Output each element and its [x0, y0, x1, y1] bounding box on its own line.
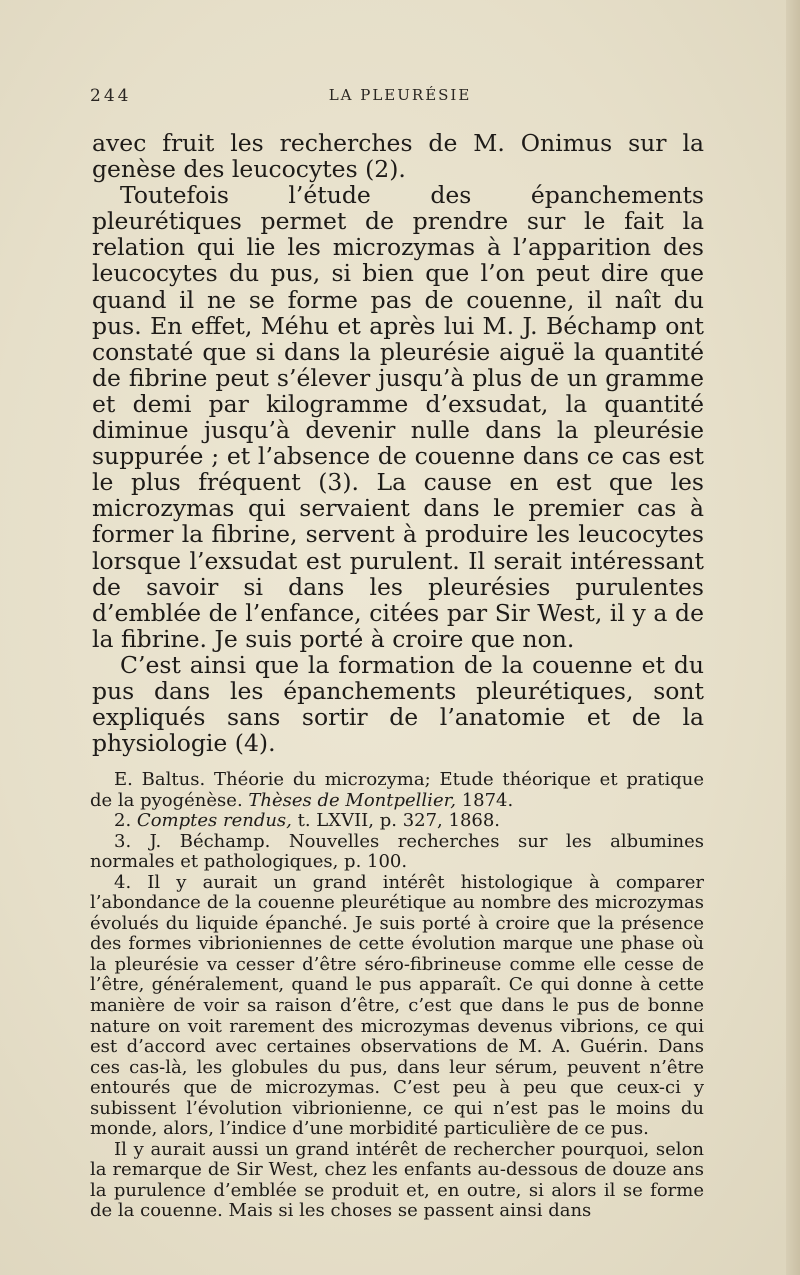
footnote-4: 4. Il y aurait un grand intérêt histologique à comparer l’abondance de la couenne pleurétique au nombre des microzymas évolués du liquide épanché. Je suis porté à croire que la présence des formes vibrioniennes de cette évolution marque une phase où la pleurésie va cesser d’être séro-fibrineuse comme elle cesse de l’être, généralement, quand le pus apparaît. Ce qui donne à cette manière de voir sa raison d’être, c’est que dans le pus de bonne nature on voit rarement des microzymas devenus vibrions, ce qui est d’accord avec certaines observations de M. A. Guérin. Dans ces cas-là, les globules du pus, dans leur sérum, peuvent n’être entourés que de microzymas. C’est peu à peu que ceux-ci y subissent l’évolution vibrionienne, ce qui n’est pas le moins du monde, alors, l’indice d’une morbidité particulière de ce pus. [90, 871, 704, 1140]
page-edge-shadow [786, 0, 800, 1275]
footnote-3: 3. J. Béchamp. Nouvelles recherches sur les albumines normales et pathologiques, p. 100. [90, 830, 704, 873]
footnote-1-end: 1874. [461, 789, 514, 811]
footnote-4-continued: Il y aurait aussi un grand intérêt de rechercher pourquoi, selon la remarque de Sir West, chez les enfants au-dessous de douze ans la purulence d’emblée se produit et, en outre, si alors il se forme de la couenne. Mais si les choses se passent ainsi dans [90, 1138, 704, 1222]
paragraph-3: C’est ainsi que la formation de la couenne et du pus dans les épanchements pleurétiques, sont expliqués sans sortir de l’anatomie et de la physiologie (4). [92, 650, 704, 758]
footnote-1-text: E. Baltus. Théorie du microzyma; Etude théorique et pratique de la pyogénèse. [90, 769, 704, 811]
footnote-2-end: t. LXVII, p. 327, 1868. [297, 810, 501, 832]
footnote-2 [90, 811, 704, 832]
footnote-2-number: 2. [114, 810, 132, 832]
paragraph-1: avec fruit les recherches de M. Onimus sur la genèse des leucocytes (2). [92, 129, 704, 184]
footnote-1 [90, 770, 704, 811]
paragraph-2: Toutefois l’étude des épanchements pleurétiques permet de prendre sur le fait la relation qui lie les microzymas à l’apparition des leucocytes du pus, si bien que l’on peut dire que quand il ne se forme pas de couenne, il naît du pus. En effet, Méhu et après lui M. J. Béchamp ont constaté que si dans la pleurésie aiguë la quantité de fibrine peut s’élever jusqu’à plus de un gramme et demi par kilogramme d’exsudat, la quantité diminue jusqu’à devenir nulle dans la pleurésie suppurée ; et l’absence de couenne dans ce cas est le plus fréquent (3). La cause en est que les microzymas qui servaient dans le premier cas à former la fibrine, servent à produire les leucocytes lorsque l’exsudat est purulent. Il serait intéressant de savoir si dans les pleurésies purulentes d’emblée de l’enfance, citées par Sir West, il y a de la fibrine. Je suis porté à croire que non. [92, 181, 704, 653]
main-text [92, 130, 704, 756]
footnote-1-italic: Thèses de Montpellier, [248, 789, 456, 811]
footnotes [90, 770, 704, 1222]
footnote-2-italic: Comptes rendus, [136, 810, 292, 832]
page-header [90, 86, 710, 112]
running-title: LA PLEURÉSIE [328, 86, 472, 104]
page-number: 244 [90, 86, 132, 106]
